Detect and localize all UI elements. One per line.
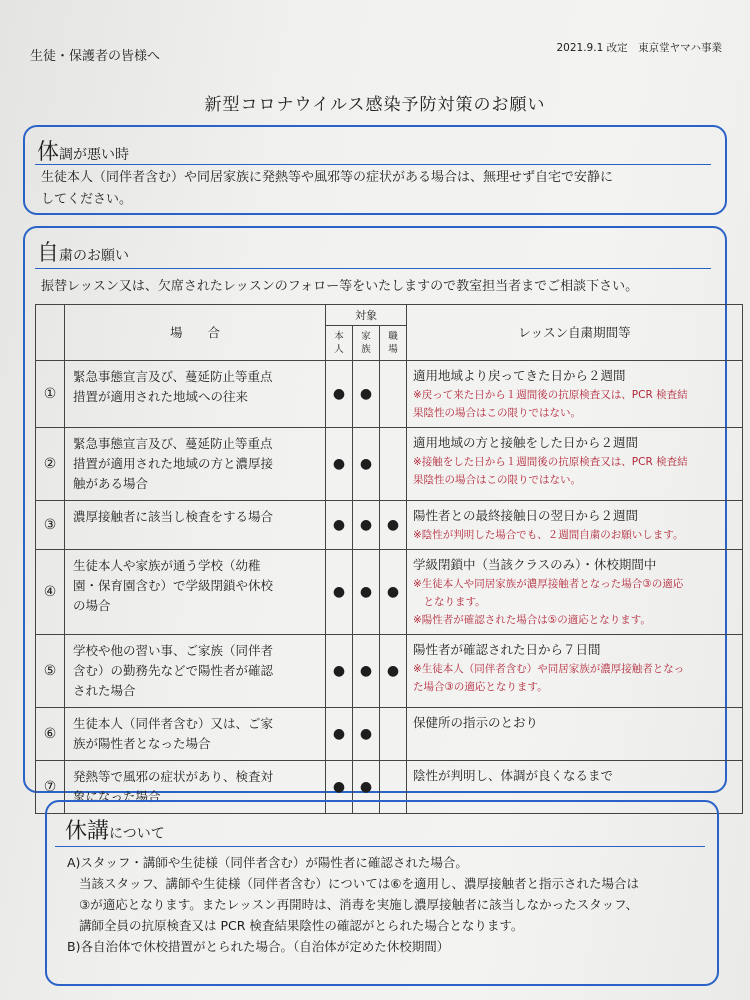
heading-underline [35,164,711,165]
heading-rest: について [109,826,165,842]
header-target: 対象 [326,305,407,326]
row-number: ② [36,428,65,501]
table-row [36,635,743,708]
heading-initial: 体 [37,140,60,165]
mark-work [380,428,407,501]
row-case: 生徒本人や家族が通う学校（幼稚 園・保育園含む）で学級閉鎖や休校 の場合 [65,550,326,635]
row-case: 発熱等で風邪の症状があり、検査対 象になった場合 [65,761,326,814]
table-row [36,361,743,428]
table-row [36,428,743,501]
table-row [36,708,743,761]
heading-underline [55,846,705,847]
page-title: 新型コロナウイルス感染予防対策のお願い [204,95,546,115]
mark-family: ● [353,428,380,501]
mark-self: ● [326,708,353,761]
row-number: ⑥ [36,708,65,761]
mark-work: ● [380,550,407,635]
section-unwell [23,125,727,215]
row-case: 緊急事態宣言及び、蔓延防止等重点 措置が適用された地域の方と濃厚接 触がある場合 [65,428,326,501]
mark-family: ● [353,550,380,635]
mark-self: ● [326,428,353,501]
section-body [67,852,639,957]
row-period: 適用地域の方と接触をした日から２週間 ※接触をした日から１週間後の抗原検査又は、PCR 検査結 果陰性の場合はこの限りではない。 [407,428,743,501]
header-work: 職 場 [380,326,407,361]
row-period: 陽性者との最終接触日の翌日から２週間 ※陰性が判明した場合でも、２週間自粛のお願いします。 [407,501,743,550]
body-line: してください。 [41,192,133,207]
row-case: 生徒本人（同伴者含む）又は、ご家 族が陽性者となった場合 [65,708,326,761]
mark-self: ● [326,361,353,428]
row-period: 保健所の指示のとおり [407,708,743,761]
header-case: 場 合 [65,305,326,361]
mark-family: ● [353,708,380,761]
body-line: B)各自治体で休校措置がとられた場合。（自治体が定めた休校期間） [67,939,450,954]
mark-work: ● [380,501,407,550]
body-line: ③が適応となります。またレッスン再開時は、消毒を実施し濃厚接触者に該当しなかったスタッフ、 [79,897,639,912]
row-case: 緊急事態宣言及び、蔓延防止等重点 措置が適用された地域への往来 [65,361,326,428]
row-number: ⑤ [36,635,65,708]
row-period: 陰性が判明し、体調が良くなるまで [407,761,743,814]
section-intro: 振替レッスン又は、欠席されたレッスンのフォロー等をいたしますので教室担当者までご相談下さい。 [41,279,639,294]
mark-self: ● [326,501,353,550]
mark-family: ● [353,361,380,428]
row-case: 学校や他の習い事、ご家族（同伴者 含む）の勤務先などで陽性者が確認 された場合 [65,635,326,708]
mark-family: ● [353,501,380,550]
header-self: 本 人 [326,326,353,361]
body-line: A)スタッフ・講師や生徒様（同伴者含む）が陽性者に確認された場合。 [67,855,468,870]
revision-date-issuer: 2021.9.1 改定 東京堂ヤマハ事業 [556,42,722,54]
mark-work: ● [380,635,407,708]
header-family: 家 族 [353,326,380,361]
mark-family: ● [353,635,380,708]
section-class-cancellation [45,800,719,986]
mark-self: ● [326,550,353,635]
heading-initial: 休講 [65,819,110,844]
self-restraint-table [35,304,743,814]
mark-self: ● [326,761,353,814]
table-row [36,501,743,550]
addressee: 生徒・保護者の皆様へ [30,49,161,64]
mark-work [380,708,407,761]
body-line: 当該スタッフ、講師や生徒様（同伴者含む）については⑥を適用し、濃厚接触者と指示された場合は [79,876,639,891]
section-heading [65,814,165,845]
heading-underline [35,268,711,269]
heading-initial: 自 [37,241,60,266]
mark-work [380,361,407,428]
row-number: ⑦ [36,761,65,814]
table-row [36,550,743,635]
row-number: ③ [36,501,65,550]
section-heading [37,135,129,166]
heading-rest: 調が悪い時 [59,147,130,163]
row-period: 学級閉鎖中（当該クラスのみ）・休校期間中 ※生徒本人や同居家族が濃厚接触者となった場合③の適応 となります。 ※陽性者が確認された場合は⑤の適応となります。 [407,550,743,635]
section-heading [37,236,129,267]
body-line: 生徒本人（同伴者含む）や同居家族に発熱等や風邪等の症状がある場合は、無理せず自宅で安静に [41,170,614,185]
heading-rest: 粛のお願い [59,248,130,264]
row-period: 適用地域より戻ってきた日から２週間 ※戻って来た日から１週間後の抗原検査又は、PCR 検査結 果陰性の場合はこの限りではない。 [407,361,743,428]
row-case: 濃厚接触者に該当し検査をする場合 [65,501,326,550]
body-line: 講師全員の抗原検査又は PCR 検査結果陰性の確認がとられた場合となります。 [79,918,524,933]
header-num-cell [36,305,65,361]
header-period: レッスン自粛期間等 [407,305,743,361]
row-number: ① [36,361,65,428]
mark-family: ● [353,761,380,814]
section-body [41,167,613,211]
row-period: 陽性者が確認された日から７日間 ※生徒本人（同伴者含む）や同居家族が濃厚接触者となっ た場合③の適応となります。 [407,635,743,708]
mark-self: ● [326,635,353,708]
row-number: ④ [36,550,65,635]
